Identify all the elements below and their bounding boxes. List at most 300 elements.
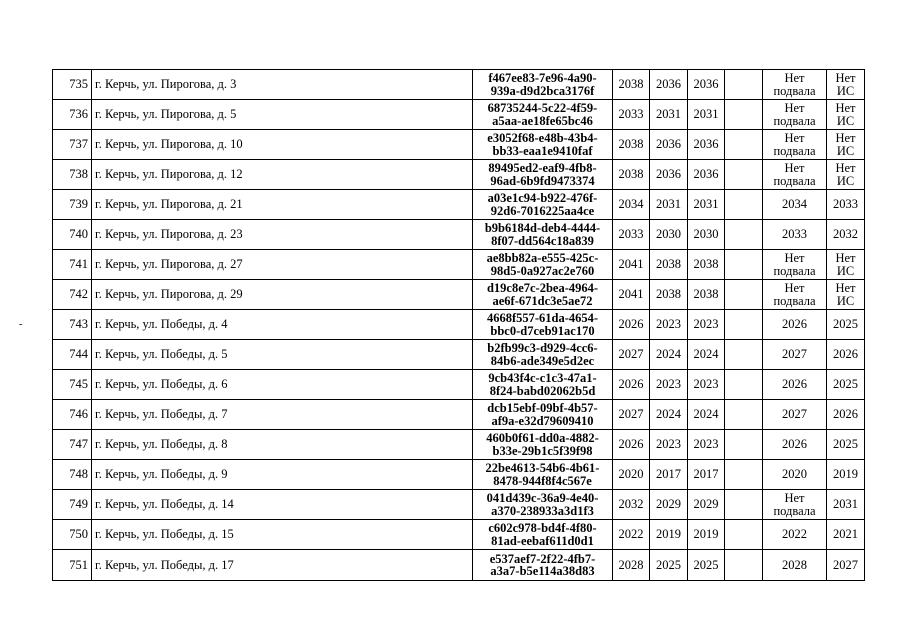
basement-status-cell	[763, 190, 827, 220]
year-value: 2029	[656, 497, 681, 512]
row-number: 747	[69, 437, 88, 452]
year-cell-y3	[688, 250, 725, 280]
year-value: 2020	[618, 467, 644, 482]
year-cell-y4	[725, 310, 763, 340]
is-status-line-2: ИС	[836, 263, 855, 278]
basement-status-line-1: Нет	[784, 161, 805, 175]
is-status-line-1: Нет	[835, 131, 856, 145]
basement-status-cell	[763, 220, 827, 250]
basement-status-line-1: Нет	[784, 101, 805, 115]
guid-line-2: 98d5-0a927ac2e760	[490, 263, 595, 278]
is-status-line-1: Нет	[835, 101, 856, 115]
address-text: г. Керчь, ул. Победы, д. 15	[95, 527, 234, 542]
year-value: 2036	[656, 137, 681, 152]
year-cell-y1	[613, 130, 650, 160]
guid-cell	[473, 370, 613, 400]
guid-line-2: b33e-29b1c5f39f98	[492, 443, 593, 458]
is-status-line-2: ИС	[836, 83, 855, 98]
row-number-cell	[53, 370, 92, 400]
basement-status-line-1: Нет	[784, 491, 805, 505]
row-number-cell	[53, 490, 92, 520]
table-row	[53, 460, 865, 490]
guid-line-2: 939a-d9d2bca3176f	[490, 83, 595, 98]
year-value: 2036	[656, 167, 681, 182]
basement-status-cell	[763, 310, 827, 340]
table-row	[53, 160, 865, 190]
year-value: 2024	[656, 407, 681, 422]
table-row	[53, 250, 865, 280]
table-body	[53, 70, 865, 581]
is-status-line-1: 2025	[833, 437, 858, 452]
basement-status-cell	[763, 280, 827, 310]
address-cell	[92, 100, 473, 130]
year-value: 2025	[693, 557, 719, 572]
year-cell-y3	[688, 70, 725, 100]
year-cell-y4	[725, 130, 763, 160]
address-cell	[92, 490, 473, 520]
table-row	[53, 400, 865, 430]
row-number: 739	[69, 197, 88, 212]
is-status-cell	[827, 310, 865, 340]
basement-status-line-1: 2022	[782, 527, 807, 542]
year-cell-y4	[725, 550, 763, 581]
basement-status-line-1: Нет	[784, 131, 805, 145]
year-value: 2027	[618, 407, 644, 422]
basement-status-cell	[763, 100, 827, 130]
year-cell-y3	[688, 190, 725, 220]
year-cell-y1	[613, 190, 650, 220]
year-value: 2023	[693, 437, 719, 452]
is-status-cell	[827, 70, 865, 100]
address-cell	[92, 160, 473, 190]
is-status-line-1: 2026	[833, 347, 858, 362]
guid-cell	[473, 70, 613, 100]
guid-line-1: b9b6184d-deb4-4444-	[484, 221, 601, 235]
row-number-cell	[53, 250, 92, 280]
year-cell-y1	[613, 520, 650, 550]
basement-status-line-1: 2027	[782, 407, 807, 422]
basement-status-line-1: 2026	[782, 437, 807, 452]
address-cell	[92, 400, 473, 430]
year-cell-y1	[613, 310, 650, 340]
guid-line-1: a03e1c94-b922-476f-	[487, 191, 598, 205]
row-number-cell	[53, 70, 92, 100]
year-cell-y4	[725, 160, 763, 190]
year-cell-y4	[725, 250, 763, 280]
basement-status-line-1: 2028	[782, 557, 807, 572]
year-cell-y1	[613, 430, 650, 460]
address-cell	[92, 520, 473, 550]
guid-line-2: 96ad-6b9fd9473374	[490, 173, 595, 188]
year-cell-y4	[725, 370, 763, 400]
is-status-line-1: 2025	[833, 377, 858, 392]
year-cell-y4	[725, 460, 763, 490]
year-value: 2031	[693, 107, 719, 122]
year-cell-y1	[613, 400, 650, 430]
address-text: г. Керчь, ул. Победы, д. 5	[95, 347, 228, 362]
year-cell-y1	[613, 220, 650, 250]
is-status-cell	[827, 520, 865, 550]
year-cell-y2	[650, 400, 688, 430]
year-cell-y2	[650, 550, 688, 581]
year-value: 2041	[618, 257, 644, 272]
is-status-cell	[827, 370, 865, 400]
is-status-line-1: 2021	[833, 527, 858, 542]
basement-status-line-1: 2020	[782, 467, 807, 482]
basement-status-cell	[763, 70, 827, 100]
is-status-cell	[827, 490, 865, 520]
year-cell-y2	[650, 190, 688, 220]
is-status-line-1: Нет	[835, 281, 856, 295]
address-text: г. Керчь, ул. Победы, д. 14	[95, 497, 234, 512]
is-status-cell	[827, 280, 865, 310]
year-cell-y2	[650, 100, 688, 130]
guid-line-2: 8478-944f8f4c567e	[493, 473, 592, 488]
year-value: 2038	[618, 77, 644, 92]
row-number: 737	[69, 137, 88, 152]
guid-cell	[473, 400, 613, 430]
is-status-cell	[827, 100, 865, 130]
basement-status-line-2: подвала	[773, 143, 816, 158]
year-cell-y4	[725, 280, 763, 310]
basement-status-cell	[763, 400, 827, 430]
year-cell-y3	[688, 370, 725, 400]
basement-status-line-1: Нет	[784, 251, 805, 265]
guid-line-1: e3052f68-e48b-43b4-	[487, 131, 598, 145]
basement-status-cell	[763, 490, 827, 520]
table-row	[53, 310, 865, 340]
guid-line-1: e537aef7-2f22-4fb7-	[489, 551, 596, 566]
year-cell-y3	[688, 130, 725, 160]
basement-status-cell	[763, 340, 827, 370]
year-cell-y3	[688, 550, 725, 581]
year-value: 2024	[693, 347, 719, 362]
row-number-cell	[53, 340, 92, 370]
guid-line-1: 460b0f61-dd0a-4882-	[486, 431, 599, 445]
year-cell-y4	[725, 520, 763, 550]
year-cell-y3	[688, 490, 725, 520]
year-cell-y1	[613, 490, 650, 520]
is-status-cell	[827, 190, 865, 220]
year-value: 2033	[618, 227, 644, 242]
address-text: г. Керчь, ул. Победы, д. 6	[95, 377, 228, 392]
year-value: 2036	[693, 77, 719, 92]
year-value: 2027	[618, 347, 644, 362]
guid-cell	[473, 130, 613, 160]
address-text: г. Керчь, ул. Победы, д. 9	[95, 467, 228, 482]
basement-status-cell	[763, 250, 827, 280]
row-number: 736	[69, 107, 88, 122]
guid-cell	[473, 520, 613, 550]
basement-status-line-1: Нет	[784, 71, 805, 85]
guid-line-2: a370-238933a3d1f3	[491, 503, 594, 518]
is-status-line-1: 2031	[833, 497, 858, 512]
year-cell-y3	[688, 520, 725, 550]
year-cell-y3	[688, 160, 725, 190]
guid-cell	[473, 460, 613, 490]
address-text: г. Керчь, ул. Победы, д. 8	[95, 437, 228, 452]
address-text: г. Керчь, ул. Победы, д. 7	[95, 407, 228, 422]
address-text: г. Керчь, ул. Пирогова, д. 10	[95, 137, 243, 152]
address-cell	[92, 70, 473, 100]
year-value: 2031	[693, 197, 719, 212]
year-cell-y3	[688, 310, 725, 340]
year-value: 2030	[693, 227, 719, 242]
address-text: г. Керчь, ул. Пирогова, д. 21	[95, 197, 243, 212]
row-number: 742	[69, 287, 88, 302]
row-number: 743	[69, 317, 88, 332]
basement-status-cell	[763, 520, 827, 550]
address-cell	[92, 280, 473, 310]
year-cell-y1	[613, 460, 650, 490]
guid-line-1: 041d439c-36a9-4e40-	[486, 491, 599, 505]
year-value: 2023	[656, 317, 681, 332]
year-cell-y1	[613, 370, 650, 400]
year-cell-y4	[725, 400, 763, 430]
year-cell-y4	[725, 100, 763, 130]
basement-status-line-2: подвала	[773, 83, 816, 98]
guid-line-1: d19c8e7c-2bea-4964-	[486, 281, 599, 295]
row-number-cell	[53, 520, 92, 550]
basement-status-line-1: 2033	[782, 227, 807, 242]
table-row	[53, 130, 865, 160]
is-status-cell	[827, 400, 865, 430]
guid-line-2: 81ad-eebaf611d0d1	[491, 533, 594, 548]
address-cell	[92, 430, 473, 460]
row-number: 749	[69, 497, 88, 512]
is-status-line-1: 2026	[833, 407, 858, 422]
year-cell-y1	[613, 340, 650, 370]
housing-registry-table	[52, 69, 865, 581]
table-row	[53, 340, 865, 370]
guid-line-2: 8f07-dd564c18a839	[491, 233, 594, 248]
year-cell-y3	[688, 340, 725, 370]
year-value: 2017	[656, 467, 681, 482]
year-value: 2036	[693, 167, 719, 182]
basement-status-cell	[763, 130, 827, 160]
row-number: 745	[69, 377, 88, 392]
table-row	[53, 100, 865, 130]
guid-cell	[473, 190, 613, 220]
guid-line-1: b2fb99c3-d929-4cc6-	[487, 341, 598, 355]
year-value: 2038	[618, 137, 644, 152]
guid-line-2: ae6f-671dc3e5ae72	[492, 293, 593, 308]
address-cell	[92, 130, 473, 160]
row-number: 744	[69, 347, 88, 362]
table-row	[53, 520, 865, 550]
basement-status-line-1: Нет	[784, 281, 805, 295]
year-value: 2026	[618, 377, 644, 392]
year-cell-y3	[688, 430, 725, 460]
guid-line-2: 92d6-7016225aa4ce	[490, 203, 595, 218]
year-cell-y2	[650, 280, 688, 310]
row-number: 750	[69, 527, 88, 542]
guid-line-1: dcb15ebf-09bf-4b57-	[487, 401, 598, 415]
row-number-cell	[53, 160, 92, 190]
year-value: 2025	[656, 557, 681, 572]
row-number: 751	[69, 557, 88, 572]
address-text: г. Керчь, ул. Пирогова, д. 29	[95, 287, 243, 302]
row-number-cell	[53, 100, 92, 130]
basement-status-line-1: 2026	[782, 317, 807, 332]
year-value: 2038	[618, 167, 644, 182]
year-value: 2036	[693, 137, 719, 152]
year-value: 2038	[693, 287, 719, 302]
year-cell-y1	[613, 100, 650, 130]
year-value: 2034	[618, 197, 644, 212]
table-row	[53, 280, 865, 310]
address-cell	[92, 340, 473, 370]
is-status-line-1: Нет	[835, 71, 856, 85]
basement-status-cell	[763, 460, 827, 490]
row-number: 738	[69, 167, 88, 182]
year-value: 2023	[693, 317, 719, 332]
year-cell-y2	[650, 460, 688, 490]
guid-cell	[473, 220, 613, 250]
address-cell	[92, 370, 473, 400]
is-status-line-2: ИС	[836, 173, 855, 188]
table-row	[53, 220, 865, 250]
row-number: 748	[69, 467, 88, 482]
year-cell-y2	[650, 520, 688, 550]
year-value: 2023	[656, 437, 681, 452]
is-status-line-1: 2019	[833, 467, 858, 482]
year-value: 2030	[656, 227, 681, 242]
year-value: 2024	[693, 407, 719, 422]
address-text: г. Керчь, ул. Пирогова, д. 27	[95, 257, 243, 272]
guid-cell	[473, 430, 613, 460]
is-status-line-1: Нет	[835, 251, 856, 265]
table-row	[53, 190, 865, 220]
guid-line-2: bbc0-d7ceb91ac170	[490, 323, 595, 338]
basement-status-cell	[763, 550, 827, 581]
row-number-cell	[53, 400, 92, 430]
address-cell	[92, 220, 473, 250]
table-row	[53, 70, 865, 100]
guid-line-1: 89495ed2-eaf9-4fb8-	[488, 161, 597, 175]
is-status-cell	[827, 220, 865, 250]
guid-line-1: 22be4613-54b6-4b61-	[485, 461, 600, 475]
row-number-cell	[53, 220, 92, 250]
basement-status-cell	[763, 160, 827, 190]
basement-status-line-1: 2034	[782, 197, 807, 212]
address-cell	[92, 550, 473, 581]
address-text: г. Керчь, ул. Пирогова, д. 3	[95, 77, 237, 92]
year-cell-y2	[650, 250, 688, 280]
year-value: 2033	[618, 107, 644, 122]
year-value: 2026	[618, 317, 644, 332]
year-cell-y1	[613, 160, 650, 190]
year-cell-y4	[725, 190, 763, 220]
address-text: г. Керчь, ул. Пирогова, д. 12	[95, 167, 243, 182]
basement-status-line-2: подвала	[773, 293, 816, 308]
year-cell-y4	[725, 220, 763, 250]
guid-line-1: f467ee83-7e96-4a90-	[488, 71, 597, 85]
guid-cell	[473, 250, 613, 280]
year-value: 2029	[693, 497, 719, 512]
year-cell-y4	[725, 70, 763, 100]
year-cell-y3	[688, 220, 725, 250]
is-status-line-1: 2025	[833, 317, 858, 332]
guid-line-1: 4668f557-61da-4654-	[486, 311, 599, 325]
guid-cell	[473, 160, 613, 190]
year-value: 2031	[656, 107, 681, 122]
year-value: 2023	[693, 377, 719, 392]
is-status-line-1: 2027	[833, 557, 858, 572]
address-cell	[92, 250, 473, 280]
guid-cell	[473, 310, 613, 340]
guid-cell	[473, 550, 613, 581]
year-cell-y2	[650, 160, 688, 190]
row-number: 735	[69, 77, 88, 92]
year-cell-y2	[650, 430, 688, 460]
is-status-line-1: 2032	[833, 227, 858, 242]
guid-line-1: 68735244-5c22-4f59-	[487, 101, 598, 115]
is-status-line-2: ИС	[836, 143, 855, 158]
year-cell-y1	[613, 550, 650, 581]
is-status-line-1: 2033	[833, 197, 858, 212]
year-value: 2024	[656, 347, 681, 362]
row-number-cell	[53, 280, 92, 310]
guid-line-1: 9cb43f4c-c1c3-47a1-	[488, 371, 597, 385]
year-value: 2038	[693, 257, 719, 272]
year-cell-y3	[688, 460, 725, 490]
is-status-line-1: Нет	[835, 161, 856, 175]
year-cell-y2	[650, 130, 688, 160]
is-status-cell	[827, 430, 865, 460]
table-row	[53, 430, 865, 460]
guid-line-2: bb33-eaa1e9410faf	[492, 143, 593, 158]
guid-line-1: ae8bb82a-e555-425c-	[486, 251, 599, 265]
row-number: 740	[69, 227, 88, 242]
row-number-cell	[53, 430, 92, 460]
is-status-cell	[827, 340, 865, 370]
year-cell-y3	[688, 280, 725, 310]
year-cell-y2	[650, 70, 688, 100]
address-text: г. Керчь, ул. Победы, д. 17	[95, 557, 234, 572]
table-row	[53, 370, 865, 400]
guid-line-2: af9a-e32d79609410	[491, 413, 594, 428]
year-cell-y3	[688, 400, 725, 430]
year-cell-y4	[725, 340, 763, 370]
table-row	[53, 550, 865, 581]
year-cell-y1	[613, 250, 650, 280]
table-row	[53, 490, 865, 520]
guid-cell	[473, 280, 613, 310]
basement-status-line-1: 2027	[782, 347, 807, 362]
address-text: г. Керчь, ул. Пирогова, д. 23	[95, 227, 243, 242]
is-status-cell	[827, 550, 865, 581]
basement-status-line-2: подвала	[773, 263, 816, 278]
year-value: 2019	[693, 527, 719, 542]
is-status-cell	[827, 250, 865, 280]
year-value: 2041	[618, 287, 644, 302]
year-cell-y4	[725, 490, 763, 520]
year-cell-y1	[613, 70, 650, 100]
guid-line-2: 84b6-ade349e5d2ec	[490, 353, 595, 368]
year-value: 2026	[618, 437, 644, 452]
basement-status-cell	[763, 370, 827, 400]
row-number-cell	[53, 190, 92, 220]
row-number-cell	[53, 550, 92, 581]
basement-status-line-2: подвала	[773, 503, 816, 518]
row-number-cell	[53, 460, 92, 490]
year-cell-y2	[650, 220, 688, 250]
row-number: 746	[69, 407, 88, 422]
basement-status-line-2: подвала	[773, 173, 816, 188]
address-cell	[92, 460, 473, 490]
basement-status-line-2: подвала	[773, 113, 816, 128]
